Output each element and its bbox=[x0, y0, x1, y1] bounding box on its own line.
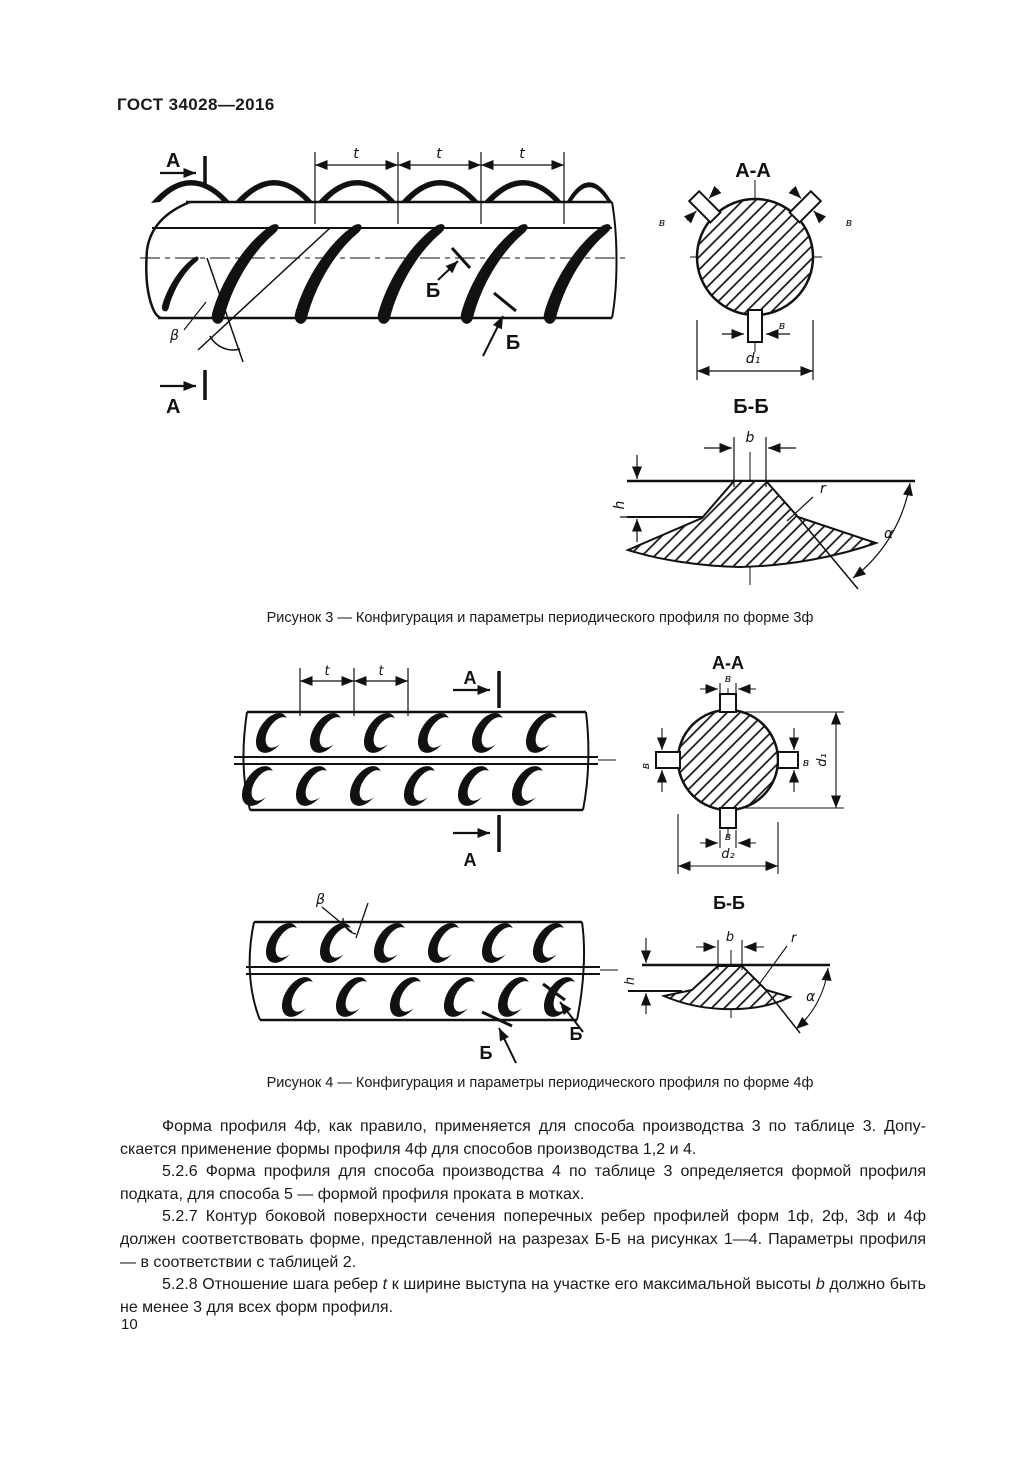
figure4-side-view-top bbox=[234, 664, 616, 870]
paragraph: 5.2.7 Контур боковой поверхности сечения поперечных ребер профилей форм 1ф, 2ф, 3ф и 4ф должен соответствовать форме, представленной на разрезах Б-Б на рисунках 1—4. Параметры профиля — в соответствии с таблицей 2. bbox=[120, 1208, 926, 1271]
fig4-rib-width-label: в bbox=[724, 830, 732, 843]
fig3-section-a-label-bottom: А bbox=[166, 396, 181, 418]
figure3-side-view bbox=[140, 146, 626, 418]
fig3-r-label: r bbox=[820, 481, 826, 497]
fig4-beta-label: β bbox=[316, 892, 325, 908]
fig4-d2-label: d₂ bbox=[721, 847, 735, 862]
fig4-b-label: b bbox=[725, 930, 735, 945]
figure3-section-bb bbox=[612, 396, 915, 589]
fig3-alpha-label: α bbox=[884, 526, 894, 542]
fig4-rib-width-label: в bbox=[724, 672, 732, 685]
fig4-view-aa-title: А-А bbox=[712, 653, 744, 673]
fig3-d1-label: d₁ bbox=[745, 351, 761, 367]
figure4-caption: Рисунок 4 — Конфигурация и параметры периодического профиля по форме 4ф bbox=[266, 1075, 814, 1091]
fig3-beta-label: β bbox=[170, 328, 179, 344]
figure4-section-aa bbox=[639, 653, 844, 874]
fig4-section-b-label-bottom: Б bbox=[479, 1043, 493, 1063]
fig4-pitch-label: t bbox=[324, 664, 330, 679]
body-text bbox=[120, 1116, 926, 1319]
figure3-caption: Рисунок 3 — Конфигурация и параметры периодического профиля по форме 3ф bbox=[266, 610, 814, 626]
fig3-section-a-label-top: А bbox=[166, 150, 181, 172]
paragraph: 5.2.8 Отношение шага ребер t к ширине выступа на участке его максимальной высоты b должно быть не менее 3 для всех форм профиля. bbox=[120, 1276, 927, 1316]
fig4-pitch-label: t bbox=[378, 664, 384, 679]
fig3-b-label: b bbox=[745, 430, 755, 446]
fig3-h-label: h bbox=[612, 500, 628, 510]
standard-number: ГОСТ 34028—2016 bbox=[117, 95, 275, 114]
figure4-side-view-bottom bbox=[246, 892, 618, 1063]
page-number: 10 bbox=[121, 1316, 138, 1333]
fig3-view-aa-title: А-А bbox=[735, 160, 771, 182]
fig4-section-a-label-bottom: А bbox=[463, 850, 477, 870]
fig3-view-bb-title: Б-Б bbox=[733, 396, 769, 418]
paragraph: Форма профиля 4ф, как правило, применяется для способа производства 3 по таблице 3. Допускается применение формы профиля 4ф для способов производства 1,2 и 4. bbox=[120, 1118, 926, 1158]
fig4-rib-width-label: в bbox=[639, 762, 652, 770]
fig4-h-label: h bbox=[623, 976, 638, 986]
fig4-section-b-label-right: Б bbox=[569, 1024, 583, 1044]
fig4-d1-label: d₁ bbox=[815, 753, 830, 767]
fig4-section-a-label-top: А bbox=[463, 668, 477, 688]
fig3-rib-width-label: в bbox=[778, 319, 786, 332]
fig3-section-b-label-low: Б bbox=[505, 332, 521, 354]
fig3-section-b-label-mid: Б bbox=[425, 280, 441, 302]
figure4-section-bb bbox=[623, 893, 830, 1033]
fig4-r-label: r bbox=[791, 931, 797, 946]
fig3-rib-width-label: в bbox=[845, 216, 853, 229]
fig3-pitch-label: t bbox=[353, 146, 359, 162]
fig4-alpha-label: α bbox=[806, 989, 816, 1005]
figure3-section-aa bbox=[659, 160, 852, 380]
paragraph: 5.2.6 Форма профиля для способа производства 4 по таблице 3 определяется формой профиля подката, для способа 5 — формой профиля проката в мотках. bbox=[120, 1163, 926, 1203]
fig3-pitch-label: t bbox=[436, 146, 442, 162]
fig3-pitch-label: t bbox=[519, 146, 525, 162]
fig4-rib-width-label: в bbox=[802, 756, 810, 769]
fig4-view-bb-title: Б-Б bbox=[713, 893, 745, 913]
fig3-rib-width-label: в bbox=[658, 216, 666, 229]
